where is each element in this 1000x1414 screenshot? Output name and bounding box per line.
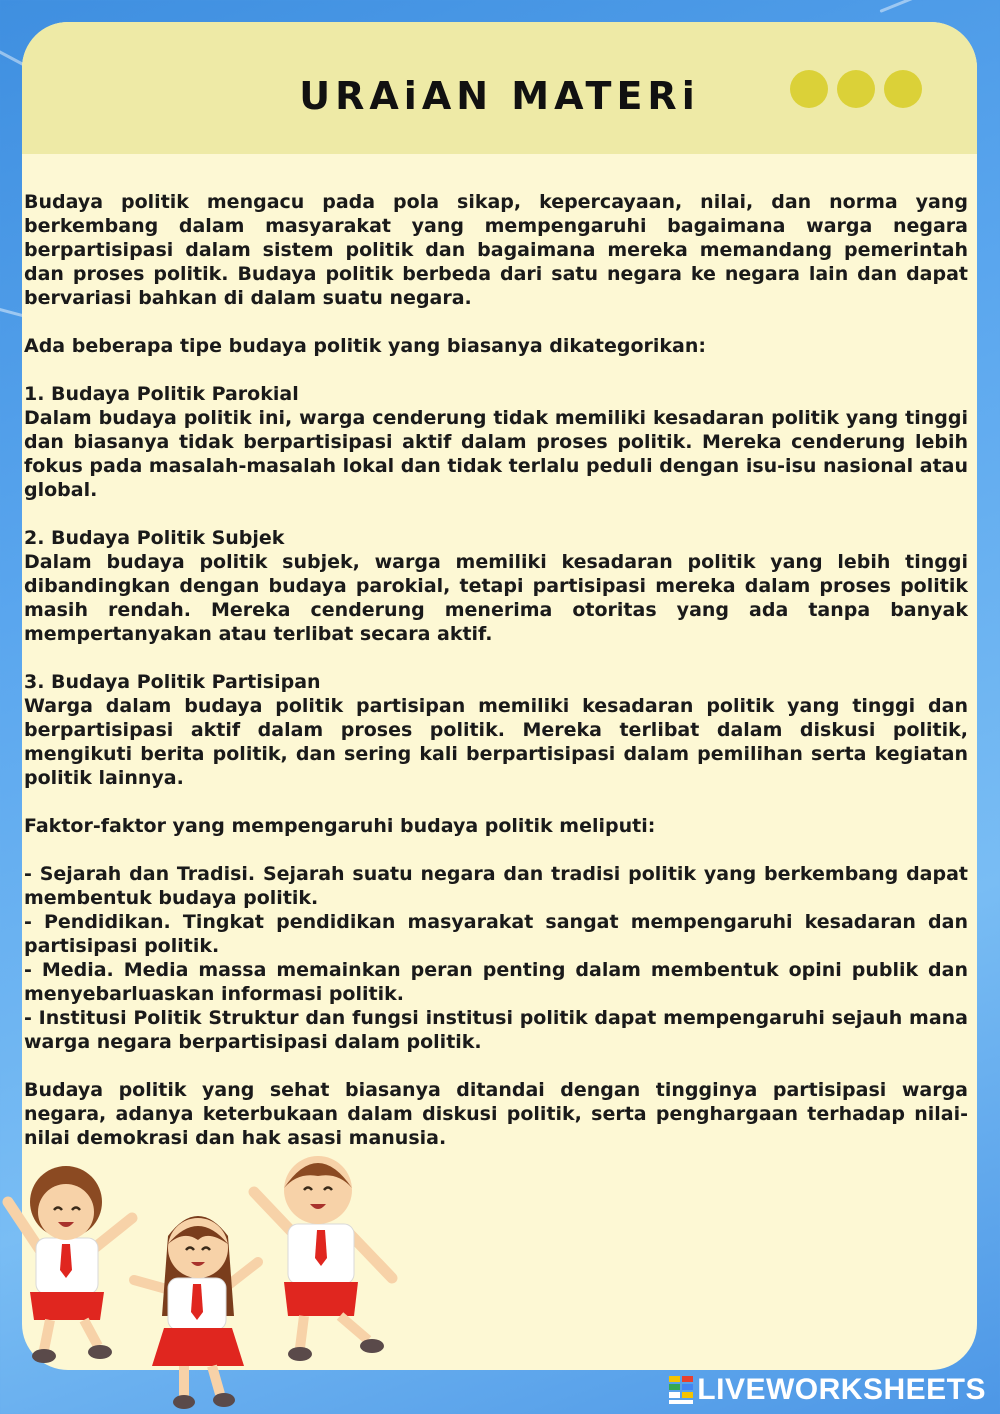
conclusion-paragraph: Budaya politik yang sehat biasanya ditandai dengan tingginya partisipasi warga negara, adanya keterbukaan dalam diskusi politik, serta penghargaan terhadap nilai-nilai demokrasi dan hak asasi manusia.: [24, 1079, 968, 1149]
decorative-dot: [790, 70, 828, 108]
type-description: Dalam budaya politik subjek, warga memiliki kesadaran politik yang lebih tinggi dibandingkan dengan budaya parokial, tetapi partisipasi mereka dalam proses politik masih rendah. Mereka cenderung menerima otoritas yang ada tanpa banyak mempertanyakan atau terlibat secara aktif.: [24, 551, 968, 645]
page-title: URAiAN MATERi: [299, 74, 700, 118]
factor-item: - Pendidikan. Tingkat pendidikan masyarakat sangat mempengaruhi kesadaran dan partisipasi politik.: [24, 911, 968, 957]
type-description: Dalam budaya politik ini, warga cenderung tidak memiliki kesadaran politik yang tinggi dan biasanya tidak berpartisipasi aktif dalam proses politik. Mereka cenderung lebih fokus pada masalah-masalah lokal dan tidak terlalu peduli dengan isu-isu nasional atau global.: [24, 407, 968, 501]
girl-figure: [134, 1216, 258, 1409]
liveworksheets-logo-icon: [669, 1376, 693, 1404]
students-illustration: [0, 1140, 420, 1414]
type-heading: 2. Budaya Politik Subjek: [24, 527, 285, 549]
intro-paragraph: Budaya politik mengacu pada pola sikap, kepercayaan, nilai, dan norma yang berkembang dalam masyarakat yang mempengaruhi bagaimana warga negara berpartisipasi dalam sistem politik dan bagaimana mereka memandang pemerintah dan proses politik. Budaya politik berbeda dari satu negara ke negara lain dan dapat bervariasi bahkan di dalam suatu negara.: [24, 191, 968, 309]
boy-figure: [254, 1156, 392, 1361]
background-streak: [879, 0, 1000, 13]
type-heading: 3. Budaya Politik Partisipan: [24, 671, 321, 693]
decorative-dot: [837, 70, 875, 108]
factor-item: - Sejarah dan Tradisi. Sejarah suatu negara dan tradisi politik yang berkembang dapat membentuk budaya politik.: [24, 863, 968, 909]
curly-boy-figure: [8, 1166, 132, 1363]
liveworksheets-branding[interactable]: [669, 1373, 986, 1407]
liveworksheets-wordmark: LIVEWORKSHEETS: [697, 1373, 986, 1406]
types-intro: Ada beberapa tipe budaya politik yang biasanya dikategorikan:: [24, 335, 706, 357]
material-content: [24, 190, 968, 1150]
factor-item: - Media. Media massa memainkan peran penting dalam membentuk opini publik dan menyebarluaskan informasi politik.: [24, 959, 968, 1005]
type-heading: 1. Budaya Politik Parokial: [24, 383, 299, 405]
decorative-dot: [884, 70, 922, 108]
type-description: Warga dalam budaya politik partisipan memiliki kesadaran politik yang tinggi dan berpartisipasi aktif dalam proses politik. Mereka terlibat dalam diskusi politik, mengikuti berita politik, dan sering kali berpartisipasi dalam pemilihan serta kegiatan politik lainnya.: [24, 695, 968, 789]
factors-intro: Faktor-faktor yang mempengaruhi budaya politik meliputi:: [24, 815, 656, 837]
factor-item: - Institusi Politik Struktur dan fungsi institusi politik dapat mempengaruhi sejauh mana warga negara berpartisipasi dalam politik.: [24, 1007, 968, 1053]
